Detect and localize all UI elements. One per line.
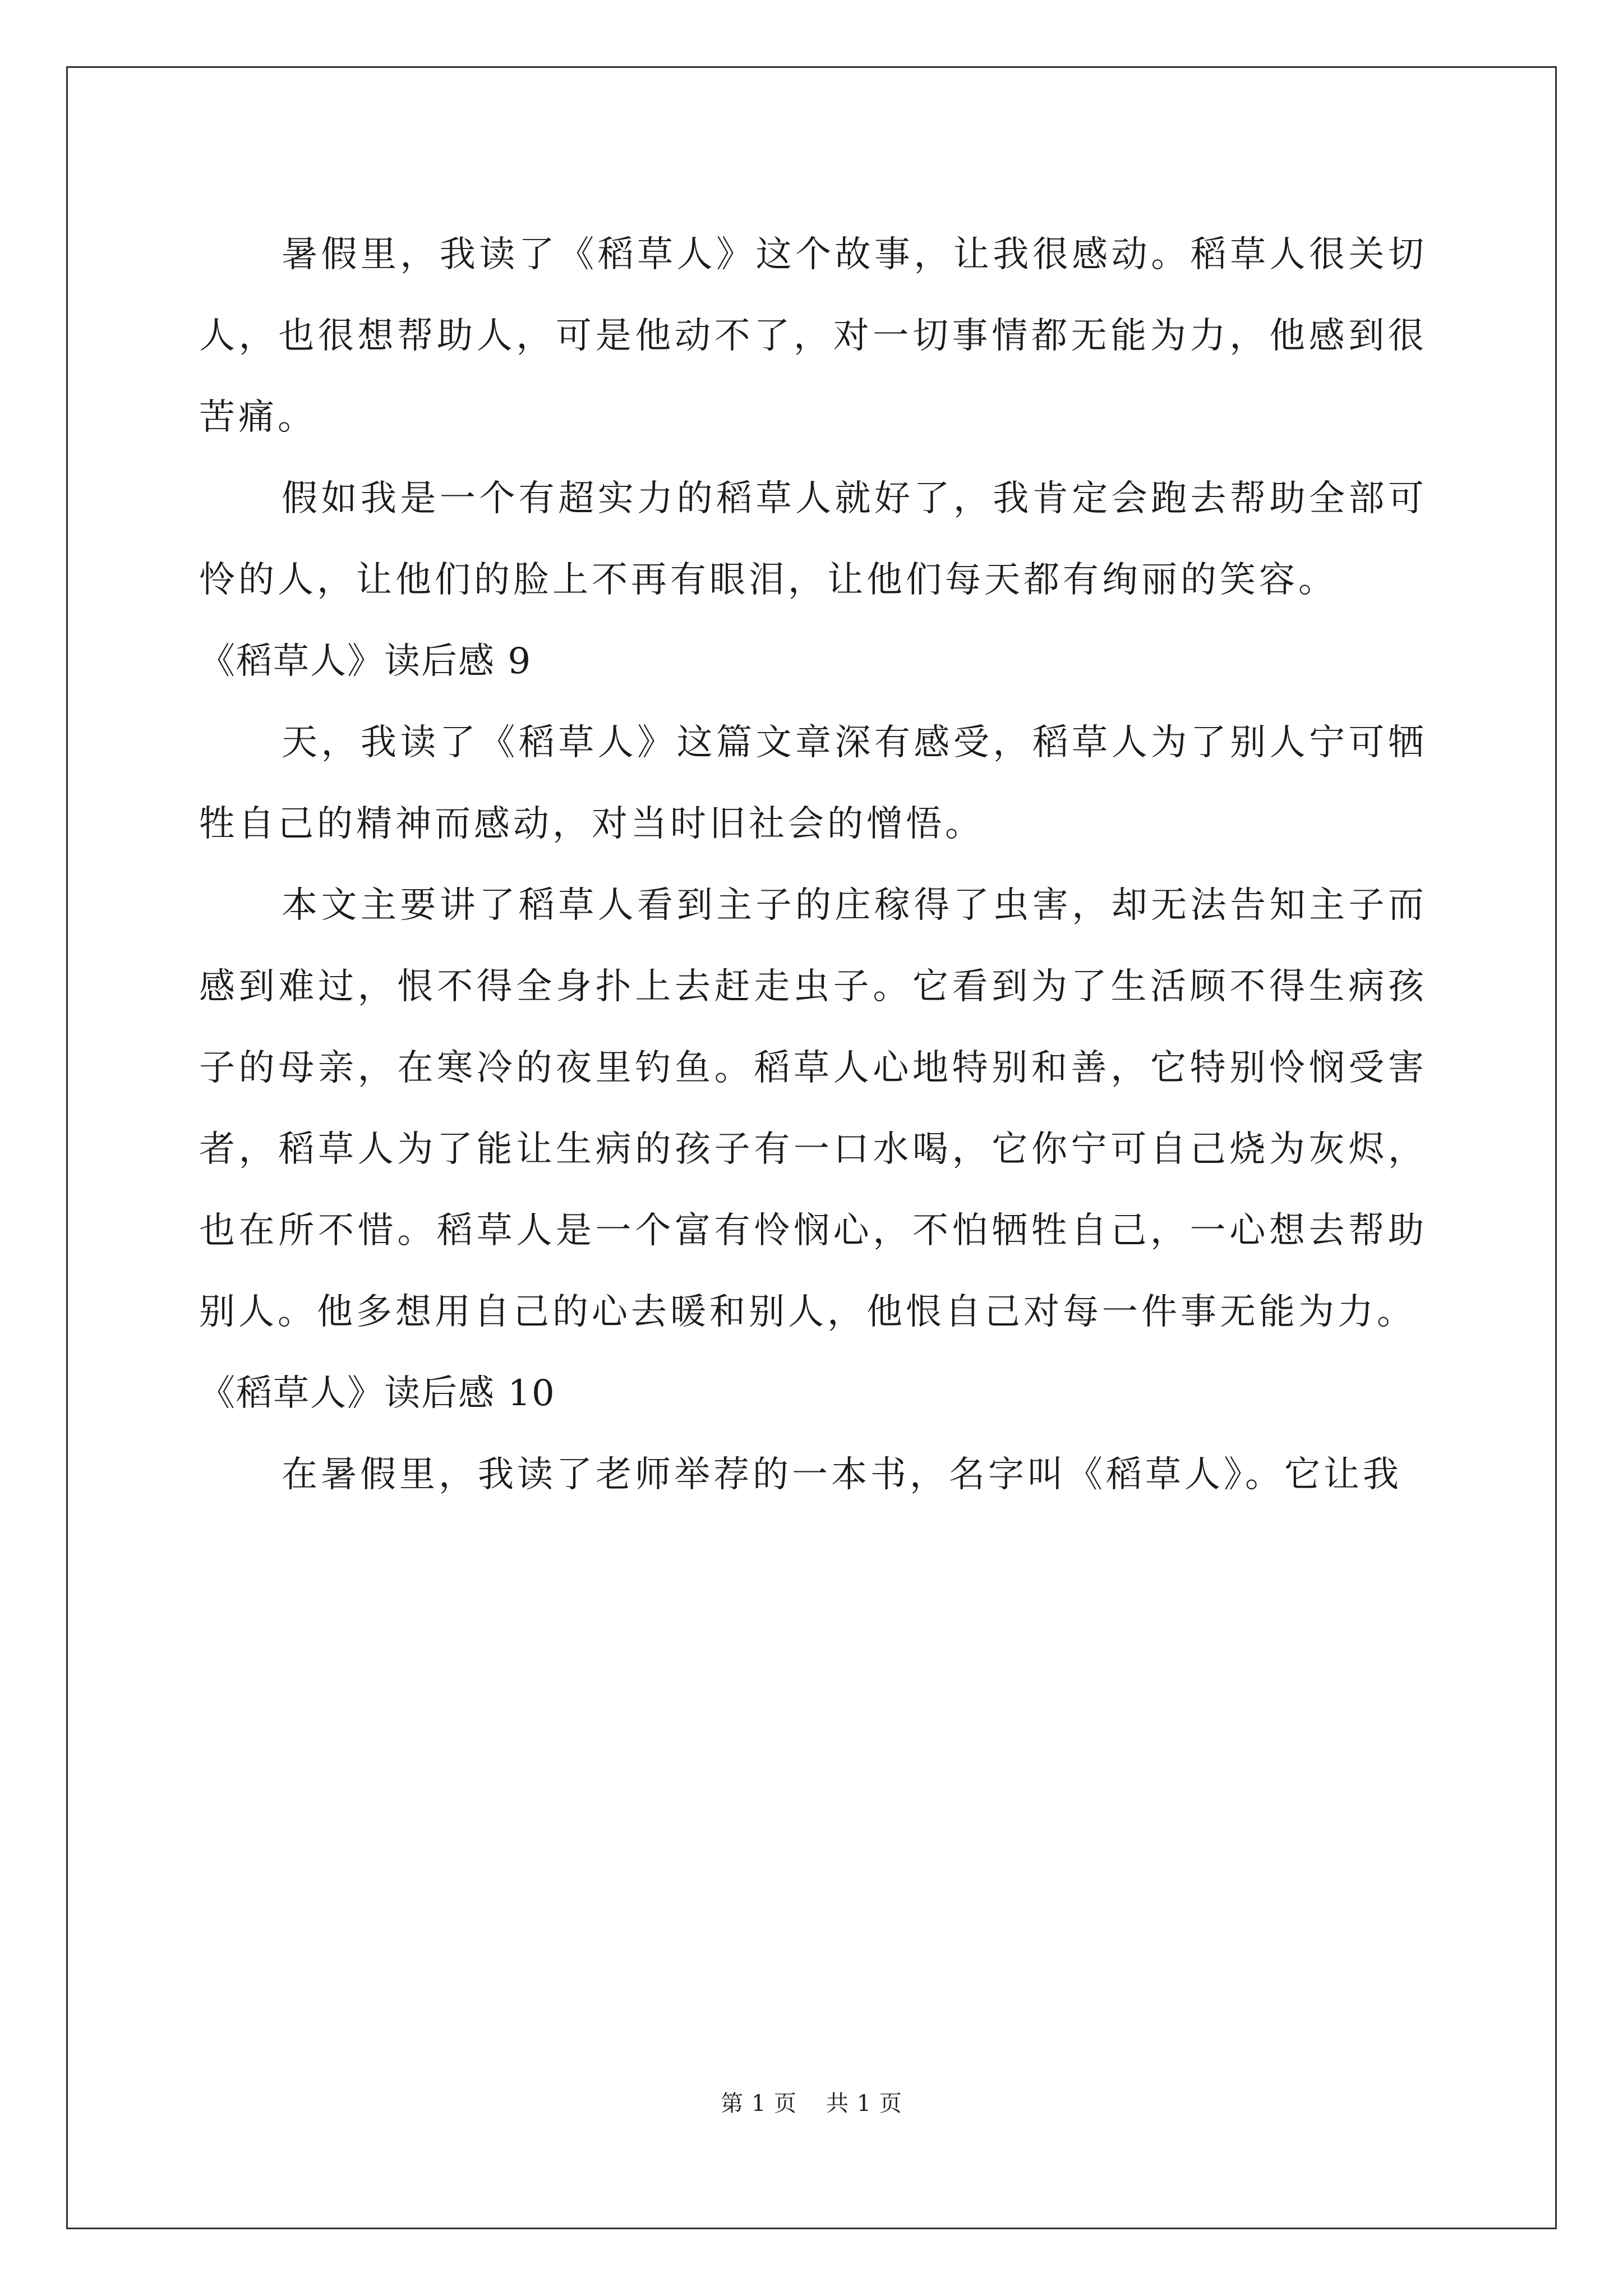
page-number: 第 1 页 <box>721 2091 797 2116</box>
page-total: 共 1 页 <box>826 2091 902 2116</box>
section-heading: 《稻草人》读后感 10 <box>199 1373 556 1414</box>
document-body <box>199 214 1427 1516</box>
paragraph: 天，我读了《稻草人》这篇文章深有感受，稻草人为了别人宁可牺牲自己的精神而感动，对当时旧社会的憎悟。 <box>199 722 1427 845</box>
section-heading: 《稻草人》读后感 9 <box>199 641 532 682</box>
paragraph: 本文主要讲了稻草人看到主子的庄稼得了虫害，却无法告知主子而感到难过，恨不得全身扑上去赶走虫子。它看到为了生活顾不得生病孩子的母亲，在寒冷的夜里钓鱼。稻草人心地特别和善，它特别怜悯受害者，稻草人为了能让生病的孩子有一口水喝，它你宁可自己烧为灰烬，也在所不惜。稻草人是一个富有怜悯心，不怕牺牲自己，一心想去帮助别人。他多想用自己的心去暖和别人，他恨自己对每一件事无能为力。 <box>199 885 1427 1333</box>
page-footer <box>0 2086 1623 2118</box>
paragraph: 假如我是一个有超实力的稻草人就好了，我肯定会跑去帮助全部可怜的人，让他们的脸上不再有眼泪，让他们每天都有绚丽的笑容。 <box>199 478 1427 601</box>
paragraph: 暑假里，我读了《稻草人》这个故事，让我很感动。稻草人很关切人，也很想帮助人，可是他动不了，对一切事情都无能为力，他感到很苦痛。 <box>199 234 1427 438</box>
paragraph: 在暑假里，我读了老师举荐的一本书，名字叫《稻草人》。它让我 <box>282 1454 1402 1496</box>
